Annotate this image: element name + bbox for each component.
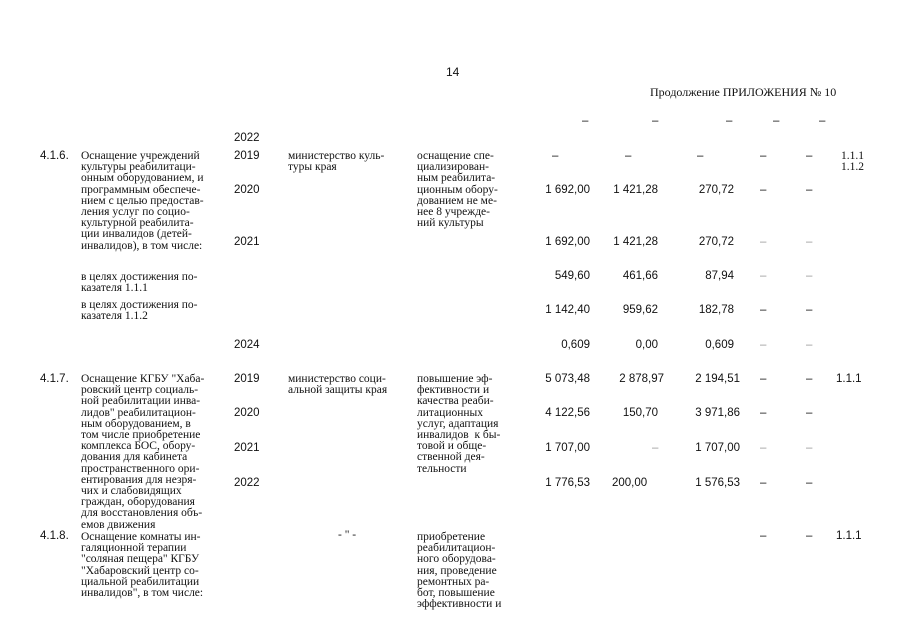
row-417-2020-v2: 3 971,86 [695, 407, 740, 419]
row-416-2019-v2: – [697, 150, 704, 162]
row-417-2022-v3: – [760, 477, 767, 489]
row-418-v4: – [806, 530, 813, 542]
row-418-indicator: 1.1.1 [836, 530, 862, 542]
row-417-2019-total: 5 073,48 [545, 373, 590, 385]
row-418-v3: – [760, 530, 767, 542]
row-416-indicator: 1.1.1 1.1.2 [841, 150, 864, 174]
row-416-2020-v2: 270,72 [698, 184, 734, 196]
row-417-2021-total: 1 707,00 [545, 442, 590, 454]
row-416-2021-v2: 270,72 [698, 236, 734, 248]
row-417-2020-v3: – [760, 407, 767, 419]
row-416-year-2019: 2019 [234, 150, 260, 162]
page-number: 14 [446, 65, 460, 79]
row-417-2019-v4: – [806, 373, 813, 385]
row-417-2021-v2: 1 707,00 [695, 442, 740, 454]
row-416-2021-v1: 1 421,28 [613, 236, 658, 248]
row-416-name: Оснащение учреждений культуры реабилитаци- онным оборудованием, и программным обеспече- нием с целью предостав- ления услуг по социо- культурной реабилита- ции инвалидов (детей- инвалидов), в том числе: [81, 150, 204, 252]
row-416-2024-v1: 0,00 [635, 339, 658, 351]
row-416-2020-v3: – [760, 184, 767, 196]
row-416-2021-v3: – [760, 236, 767, 248]
row-417-indicator: 1.1.1 [836, 373, 862, 385]
row-417-2019-v3: – [760, 373, 767, 385]
continuation-title: Продолжение ПРИЛОЖЕНИЯ № 10 [650, 85, 837, 99]
row-417-2019-v2: 2 194,51 [695, 373, 740, 385]
row-416-sub2-v3: – [760, 304, 767, 316]
row-416-sub2-v2: 182,78 [698, 304, 734, 316]
row-416-code: 4.1.6. [40, 150, 69, 162]
row-416-2021-v4: – [806, 236, 813, 248]
top-dash-5: – [819, 115, 826, 127]
row-416-executor: министерство куль- туры края [288, 150, 385, 174]
row-417-2022-total: 1 776,53 [545, 477, 590, 489]
row-416-sub2-label: в целях достижения по- казателя 1.1.2 [81, 299, 198, 323]
row-416-sub2-v1: 959,62 [622, 304, 658, 316]
row-416-2024-v3: – [760, 339, 767, 351]
row-416-sub1-total: 549,60 [554, 270, 590, 282]
row-416-sub1-v4: – [806, 270, 813, 282]
row-417-result: повышение эф- фективности и качества реаби- литационных услуг, адаптация инвалидов к бы- товой и обще- ственной дея- тельности [417, 373, 501, 475]
row-416-2019-v4: – [806, 150, 813, 162]
row-416-2024-v2: 0,609 [705, 339, 734, 351]
row-416-sub1-v3: – [760, 270, 767, 282]
row-416-2021-total: 1 692,00 [545, 236, 590, 248]
row-417-2020-total: 4 122,56 [545, 407, 590, 419]
row-416-2024-v4: – [806, 339, 813, 351]
row-417-code: 4.1.7. [40, 373, 69, 385]
row-417-year-2020: 2020 [234, 407, 260, 419]
row-418-code: 4.1.8. [40, 530, 69, 542]
row-416-2024-total: 0,609 [561, 339, 590, 351]
top-dash-4: – [773, 115, 780, 127]
row-416-sub1-label: в целях достижения по- казателя 1.1.1 [81, 271, 198, 295]
row-417-2022-v2: 1 576,53 [695, 477, 740, 489]
row-416-year-2021: 2021 [234, 236, 260, 248]
row-417-2022-v4: – [806, 477, 813, 489]
row-416-2020-v1: 1 421,28 [613, 184, 658, 196]
row-416-2019-v3: – [760, 150, 767, 162]
top-dash-1: – [582, 115, 589, 127]
row-416-result: оснащение спе- циализирован- ным реабилита- ционным обору- дованием не ме- нее 8 учрежде- ний культуры [417, 150, 498, 230]
top-dash-3: – [726, 115, 733, 127]
row-418-result: приобретение реабилитацион- ного оборудова- ния, проведение ремонтных ра- бот, повышение эффективности и [417, 531, 502, 611]
row-416-2019-v1: – [625, 150, 632, 162]
row-416-2020-total: 1 692,00 [545, 184, 590, 196]
row-416-sub2-total: 1 142,40 [545, 304, 590, 316]
row-416-2019-total: – [552, 150, 559, 162]
row-417-2021-v4: – [806, 442, 813, 454]
row-417-name: Оснащение КГБУ "Хаба- ровский центр социаль- ной реабилитации инва- лидов" реабилитацион- ным оборудованием, в том числе приобретение комплекса БОС, обору- дования для кабинета пространственного ори- ентирования для незря- чих и слабовидящих граждан, оборудования для восстановления объ- емов движения [81, 373, 205, 531]
row-417-year-2022: 2022 [234, 477, 260, 489]
top-dash-2: – [652, 115, 659, 127]
row-416-year-2020: 2020 [234, 184, 260, 196]
row-416-sub1-v2: 87,94 [705, 270, 734, 282]
row-416-sub2-v4: – [806, 304, 813, 316]
row-417-2021-v1: – [652, 442, 659, 454]
top-year: 2022 [234, 132, 260, 144]
row-417-year-2021: 2021 [234, 442, 260, 454]
row-417-year-2019: 2019 [234, 373, 260, 385]
row-417-2021-v3: – [760, 442, 767, 454]
row-417-executor: министерство соци- альной защиты края [288, 373, 388, 397]
row-416-2020-v4: – [806, 184, 813, 196]
row-416-year-2024: 2024 [234, 339, 260, 351]
row-417-2020-v1: 150,70 [622, 407, 658, 419]
row-417-2020-v4: – [806, 407, 813, 419]
row-416-sub1-v1: 461,66 [622, 270, 658, 282]
row-418-name: Оснащение комнаты ин- галяционной терапии "соляная пещера" КГБУ "Хабаровский центр со- циальной реабилитации инвалидов", в том числе: [81, 531, 204, 600]
row-417-2022-v1: 200,00 [612, 477, 648, 489]
row-418-executor: - " - [338, 529, 357, 541]
row-417-2019-v1: 2 878,97 [619, 373, 664, 385]
